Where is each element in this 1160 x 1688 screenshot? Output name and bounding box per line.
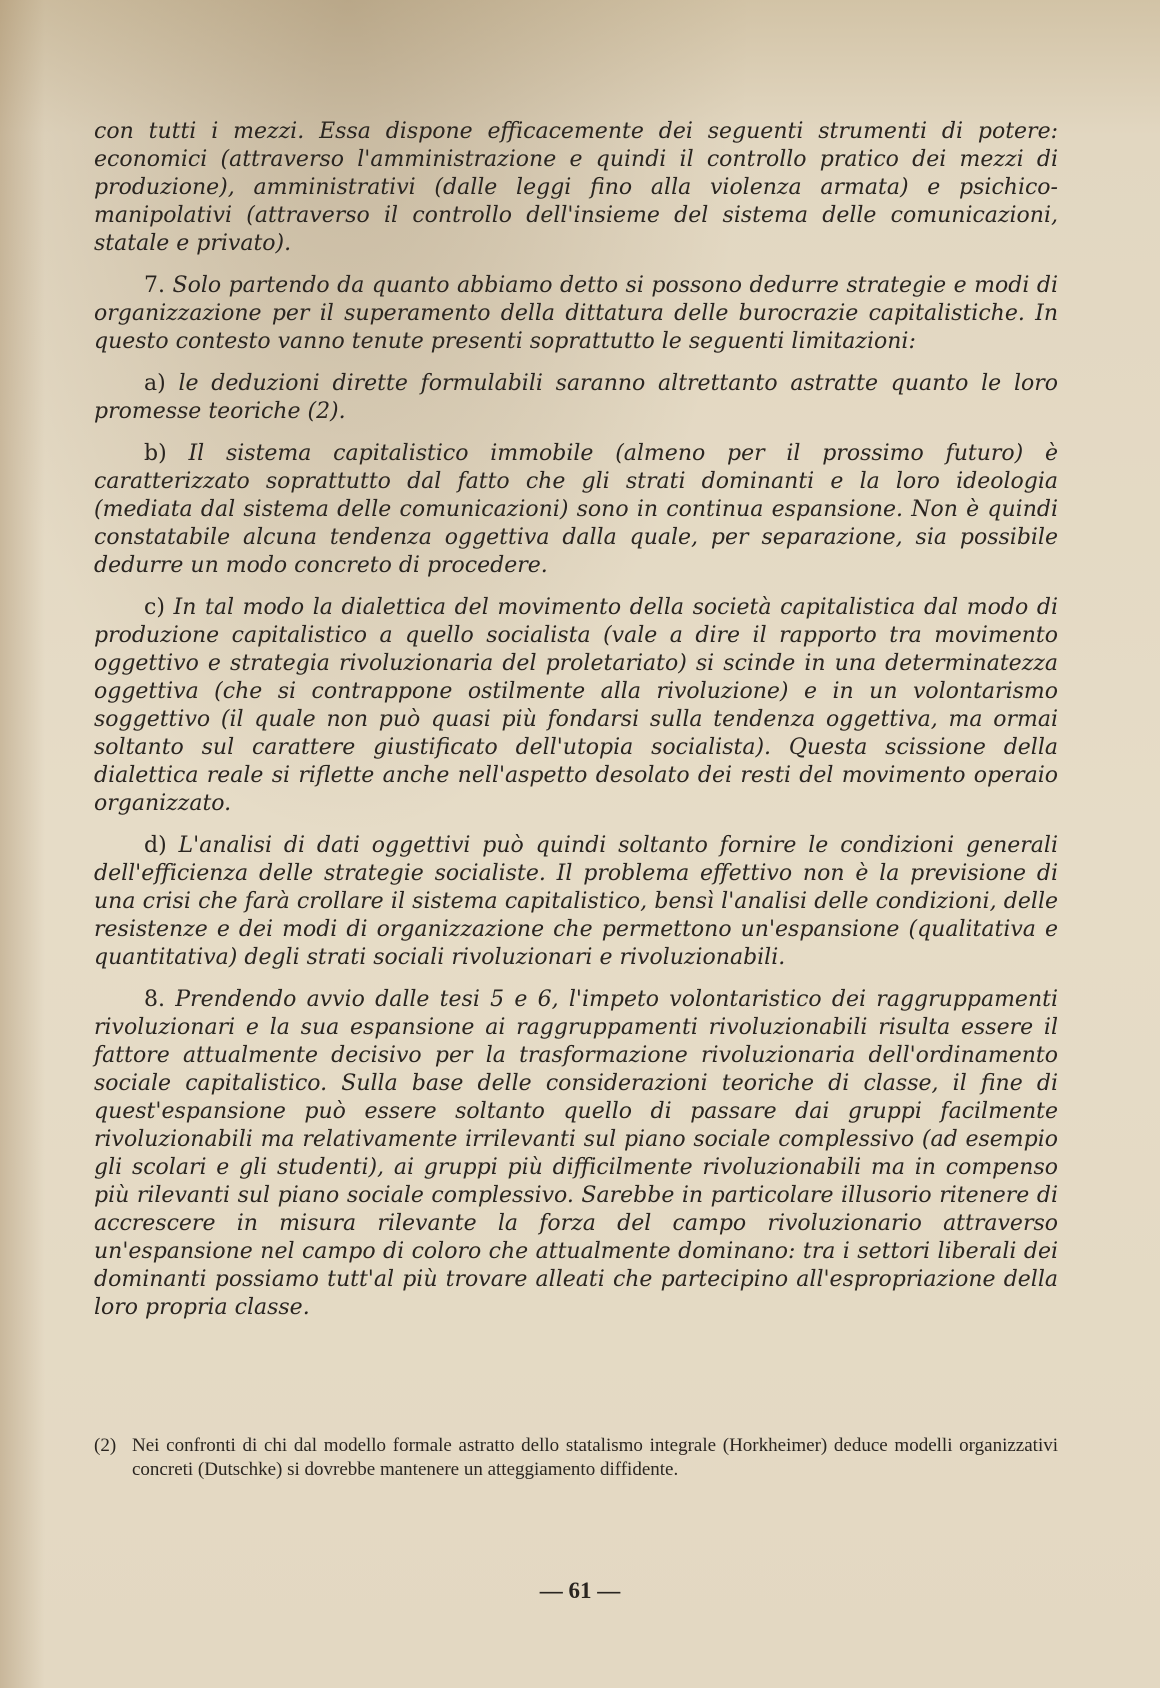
paragraph-text: con tutti i mezzi. Essa dispone efficacemente dei seguenti strumenti di potere: economici (attraverso l'amministrazione e quindi il controllo pratico dei mezzi di produzione), amministrativi (dalle leggi fino alla violenza armata) e psichico-manipolativi (attraverso il controllo dell'insieme del sistema delle comunicazioni, statale e privato). bbox=[94, 119, 1058, 256]
list-marker: a) bbox=[144, 371, 166, 396]
footnote bbox=[94, 1434, 1058, 1482]
list-marker: c) bbox=[144, 595, 165, 620]
thesis-number: 8. bbox=[144, 987, 165, 1012]
footnote-row bbox=[94, 1434, 1058, 1482]
limitation-b bbox=[94, 440, 1058, 580]
paragraph-text: le deduzioni dirette formulabili saranno altrettanto astratte quanto le loro promesse teoriche (2). bbox=[94, 371, 1058, 424]
footnote-text: Nei confronti di chi dal modello formale astratto dello statalismo integrale (Horkheimer) deduce modelli organizzativi concreti (Dutschke) si dovrebbe mantenere un atteggiamento diffidente. bbox=[132, 1435, 1058, 1480]
paragraph-text: Prendendo avvio dalle tesi 5 e 6, l'impeto volontaristico dei raggruppamenti rivoluzionari e la sua espansione ai raggruppamenti rivoluzionabili risulta essere il fattore attualmente decisivo per la trasformazione rivoluzionaria dell'ordinamento sociale capitalistico. Sulla base delle considerazioni teoriche di classe, il fine di quest'espansione può essere soltanto quello di passare dai gruppi facilmente rivoluzionabili ma relativamente irrilevanti sul piano sociale complessivo (ad esempio gli scolari e gli studenti), ai gruppi più difficilmente rivoluzionabili ma in compenso più rilevanti sul piano sociale complessivo. Sarebbe in particolare illusorio ritenere di accrescere in misura rilevante la forza del campo rivoluzionario attraverso un'espansione nel campo di coloro che attualmente dominano: tra i settori liberali dei dominanti possiamo tutt'al più trovare alleati che partecipino all'espropriazione della loro propria classe. bbox=[94, 987, 1058, 1320]
paragraph-continued bbox=[94, 118, 1058, 258]
list-marker: d) bbox=[144, 833, 167, 858]
limitation-c bbox=[94, 594, 1058, 818]
body-text bbox=[94, 118, 1058, 1336]
paragraph-text: Solo partendo da quanto abbiamo detto si possono dedurre strategie e modi di organizzazione per il superamento della dittatura delle burocrazie capitalistiche. In questo contesto vanno tenute presenti soprattutto le seguenti limitazioni: bbox=[94, 273, 1058, 354]
thesis-8 bbox=[94, 986, 1058, 1322]
footnote-number: (2) bbox=[94, 1435, 117, 1456]
paragraph-text: L'analisi di dati oggettivi può quindi soltanto fornire le condizioni generali dell'efficienza delle strategie socialiste. Il problema effettivo non è la previsione di una crisi che farà crollare il sistema capitalistico, bensì l'analisi delle condizioni, delle resistenze e dei modi di organizzazione che permettono un'espansione (qualitativa e quantitativa) degli strati sociali rivoluzionari e rivoluzionabili. bbox=[94, 833, 1058, 970]
page-number: — 61 — bbox=[539, 1578, 621, 1603]
paragraph-text: In tal modo la dialettica del movimento della società capitalistica dal modo di produzione capitalistico a quello socialista (vale a dire il rapporto tra movimento oggettivo e strategia rivoluzionaria del proletariato) si scinde in una determinatezza oggettiva (che si contrappone ostilmente alla rivoluzione) e in un volontarismo soggettivo (il quale non può quasi più fondarsi sulla tendenza oggettiva, ma ormai soltanto sul carattere giustificato dell'utopia socialista). Questa scissione della dialettica reale si riflette anche nell'aspetto desolato dei resti del movimento operaio organizzato. bbox=[94, 595, 1058, 816]
limitation-d bbox=[94, 832, 1058, 972]
list-marker: b) bbox=[144, 441, 167, 466]
thesis-number: 7. bbox=[144, 273, 165, 298]
limitation-a bbox=[94, 370, 1058, 426]
paragraph-text: Il sistema capitalistico immobile (almeno per il prossimo futuro) è caratterizzato soprattutto dal fatto che gli strati dominanti e la loro ideologia (mediata dal sistema delle comunicazioni) sono in continua espansione. Non è quindi constatabile alcuna tendenza oggettiva dalla quale, per separazione, sia possibile dedurre un modo concreto di procedere. bbox=[94, 441, 1059, 578]
thesis-7 bbox=[94, 272, 1058, 356]
